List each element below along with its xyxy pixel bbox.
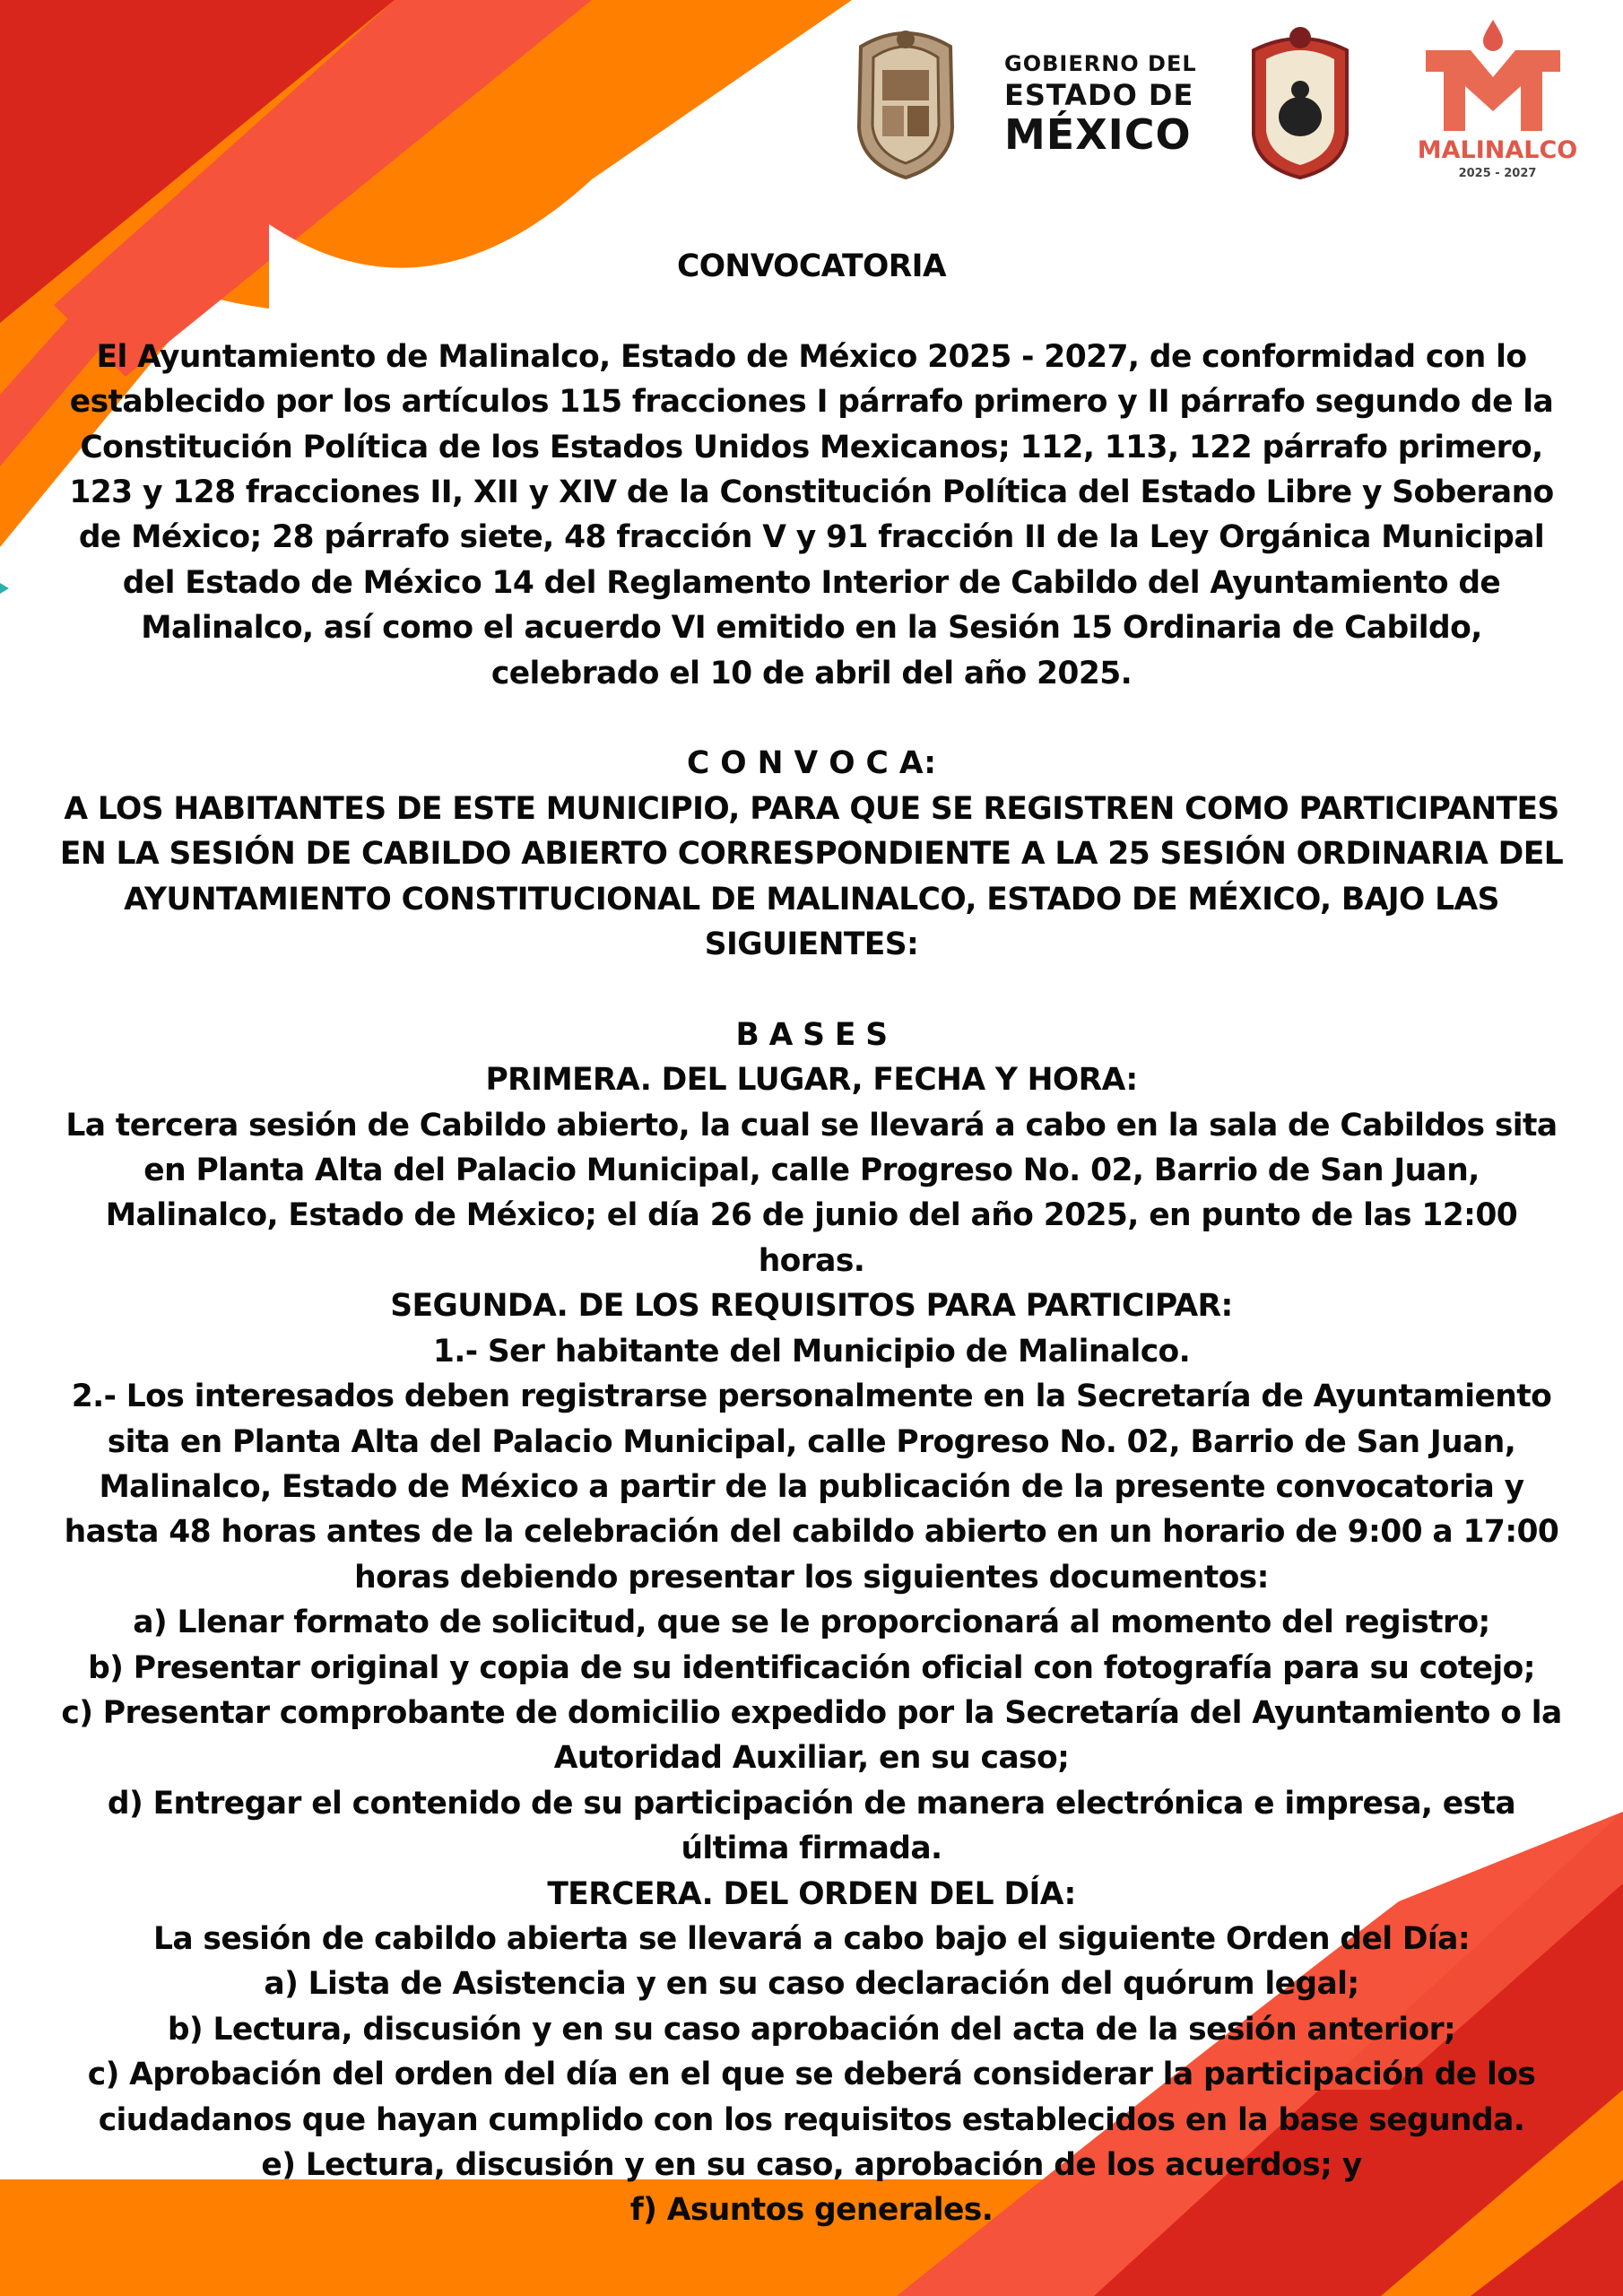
tercera-heading: TERCERA. DEL ORDEN DEL DÍA:	[547, 1875, 1076, 1912]
header-logos	[843, 14, 1587, 194]
segunda-requirement-2: 2.- Los interesados deben registrarse personalmente en la Secretaría de Ayuntamiento sita en Planta Alta del Palacio Municipal, calle Progreso No. 02, Barrio de San Juan, Malinalco, Estado de México a partir de la publicación de la presente convocatoria y hasta 48 horas antes de la celebración del cabildo abierto en un horario de 9:00 a 17:00 horas debiendo presentar los siguientes documentos:	[64, 1378, 1559, 1596]
segunda-document-c: c) Presentar comprobante de domicilio expedido por la Secretaría del Ayuntamiento o la Autoridad Auxiliar, en su caso;	[61, 1694, 1562, 1777]
gobierno-estado-de-mexico-wordmark	[1004, 50, 1197, 159]
malinalco-logo-years: 2025 - 2027	[1458, 167, 1537, 180]
primera-text: La tercera sesión de Cabildo abierto, la cual se llevará a cabo en la sala de Cabildos sita en Planta Alta del Palacio Municipal, calle Progreso No. 02, Barrio de San Juan, Malinalco, Estado de México; el día 26 de junio del año 2025, en punto de las 12:00 horas.	[65, 1107, 1558, 1279]
gobierno-line-2: ESTADO DE	[1004, 78, 1194, 112]
orden-item-c: c) Aprobación del orden del día en el que se deberá considerar la participación de los ciudadanos que hayan cumplido con los requisitos establecidos en la base segunda.	[87, 2057, 1536, 2138]
orden-item-a: a) Lista de Asistencia y en su caso declaración del quórum legal;	[264, 1966, 1359, 2003]
segunda-requirement-1: 1.- Ser habitante del Municipio de Malinalco.	[432, 1333, 1191, 1370]
malinalco-logo-name: MALINALCO	[1417, 136, 1578, 164]
segunda-document-a: a) Llenar formato de solicitud, que se le proporcionará al momento del registro;	[133, 1605, 1490, 1641]
estado-de-mexico-coat-of-arms-icon	[843, 20, 968, 181]
convoca-text: A LOS HABITANTES DE ESTE MUNICIPIO, PARA QUE SE REGISTREN COMO PARTICIPANTES EN LA SESIÓN DE CABILDO ABIERTO CORRESPONDIENTE A LA 25 SESIÓN ORDINARIA DEL AYUNTAMIENTO CONSTITUCIONAL DE MALINALCO, ESTADO DE MÉXICO, BAJO LAS SIGUIENTES:	[59, 790, 1564, 963]
orden-item-e: e) Lectura, discusión y en su caso, aprobación de los acuerdos; y	[261, 2147, 1362, 2184]
orden-item-b: b) Lectura, discusión y en su caso aprobación del acta de la sesión anterior;	[167, 2011, 1456, 2048]
convocatoria-document	[56, 244, 1567, 2233]
left-edge-teal-mark	[0, 583, 9, 594]
segunda-document-b: b) Presentar original y copia de su identificación oficial con fotografía para su cotejo;	[88, 1649, 1535, 1686]
document-title: CONVOCATORIA	[676, 248, 947, 284]
gobierno-line-3: MÉXICO	[1004, 110, 1192, 159]
segunda-document-d: d) Entregar el contenido de su participación de manera electrónica e impresa, esta última firmada.	[107, 1785, 1516, 1867]
malinalco-seal-icon	[1237, 18, 1363, 179]
gobierno-line-1: GOBIERNO DEL	[1004, 51, 1197, 76]
tercera-intro: La sesión de cabildo abierta se llevará a cabo bajo el siguiente Orden del Día:	[152, 1920, 1471, 1957]
convoca-heading: C O N V O C A:	[686, 745, 937, 782]
primera-heading: PRIMERA. DEL LUGAR, FECHA Y HORA:	[485, 1062, 1138, 1099]
preamble-paragraph: El Ayuntamiento de Malinalco, Estado de México 2025 - 2027, de conformidad con lo establecido por los artículos 115 fracciones I párrafo primero y II párrafo segundo de la Constitución Política de los Estados Unidos Mexicanos; 112, 113, 122 párrafo primero, 123 y 128 fracciones II, XII y XIV de la Constitución Política del Estado Libre y Soberano de México; 28 párrafo siete, 48 fracción V y 91 fracción II de la Ley Orgánica Municipal del Estado de México 14 del Reglamento Interior de Cabildo del Ayuntamiento de Malinalco, así como el acuerdo VI emitido en la Sesión 15 Ordinaria de Cabildo, celebrado el 10 de abril del año 2025.	[69, 338, 1554, 691]
orden-item-f: f) Asuntos generales.	[629, 2192, 994, 2229]
bases-heading: B A S E S	[735, 1016, 888, 1053]
segunda-heading: SEGUNDA. DE LOS REQUISITOS PARA PARTICIPAR:	[390, 1288, 1233, 1325]
